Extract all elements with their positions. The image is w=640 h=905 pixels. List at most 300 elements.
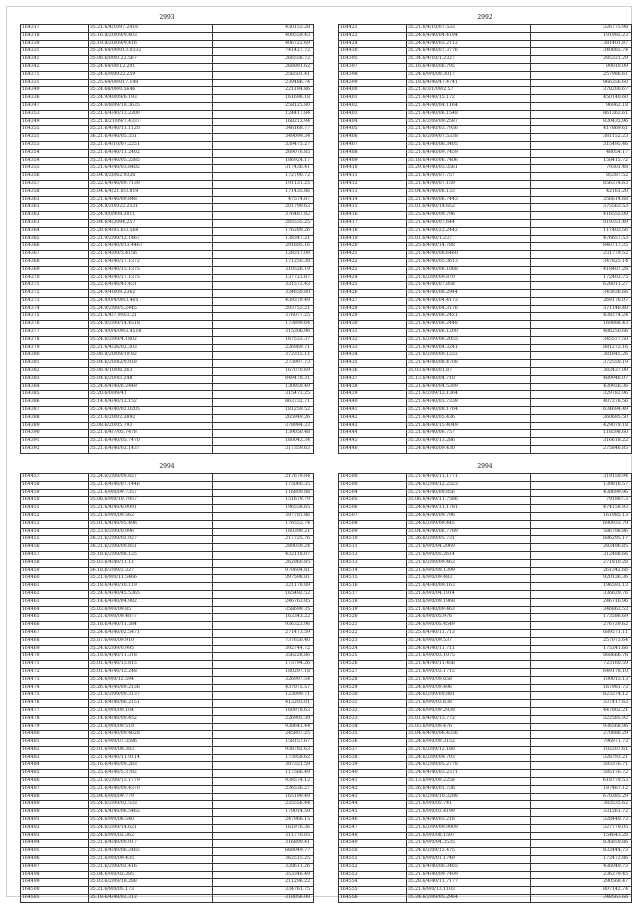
row-id-cell: 164362 bbox=[21, 212, 89, 220]
row-code-cell: 35.24.6/9/0/09.3152 bbox=[406, 739, 530, 747]
row-id-cell: 164467 bbox=[21, 629, 89, 637]
row-code-cell: 35.24.68/09/0.5646 bbox=[88, 87, 212, 95]
row-code-cell: 35.16.6/4/40/09.283 bbox=[88, 762, 212, 770]
row-amount-cell: 861362.61 bbox=[531, 110, 632, 118]
table-row bbox=[21, 102, 314, 110]
row-code-cell: 35.07.6/9/0/09.910 bbox=[88, 637, 212, 645]
row-amount-cell: 437075.57 bbox=[213, 684, 314, 692]
row-amount-cell: 334650.80 bbox=[213, 290, 314, 298]
row-code-cell: 35.25.6/4/40/09.796 bbox=[406, 212, 530, 220]
row-id-cell: 164542 bbox=[339, 785, 407, 793]
row-amount-cell: 315306.96 bbox=[213, 329, 314, 337]
row-id-cell: 164424 bbox=[339, 40, 407, 48]
row-code-cell: 35.04.6/20/42/9.918 bbox=[88, 360, 212, 368]
row-id-cell: 164446 bbox=[339, 446, 407, 454]
row-code-cell: 35.21.6/4/10/07.2251 bbox=[88, 141, 212, 149]
table-row bbox=[21, 567, 314, 575]
table-row bbox=[21, 266, 314, 274]
row-code-cell: 35.21.6/4/40/13.1375 bbox=[88, 266, 212, 274]
row-amount-cell: 618779.53 bbox=[531, 778, 632, 786]
row-amount-cell: 375563.53 bbox=[531, 204, 632, 212]
table-row bbox=[339, 235, 632, 243]
row-code-cell: 35.21.6/4/40/15.172 bbox=[406, 95, 530, 103]
row-amount-cell: 256501.41 bbox=[213, 71, 314, 79]
row-id-cell: 164485 bbox=[21, 770, 89, 778]
row-id-cell: 164539 bbox=[339, 762, 407, 770]
row-amount-cell: 163343.22 bbox=[213, 614, 314, 622]
row-amount-cell: 270886.29 bbox=[531, 731, 632, 739]
row-id-cell: 164347 bbox=[21, 102, 89, 110]
table-row bbox=[339, 368, 632, 376]
row-amount-cell: 271810.28 bbox=[531, 559, 632, 567]
table-row bbox=[21, 25, 314, 33]
row-id-cell: 164461 bbox=[21, 583, 89, 591]
row-code-cell: 35.21.6/4/40/05.3613 bbox=[406, 258, 530, 266]
table-row bbox=[21, 149, 314, 157]
table-row bbox=[21, 227, 314, 235]
row-id-cell: 164366 bbox=[21, 243, 89, 251]
row-id-cell: 164378 bbox=[21, 336, 89, 344]
row-id-cell: 164545 bbox=[339, 809, 407, 817]
table-row bbox=[21, 399, 314, 407]
row-id-cell: 164480 bbox=[21, 731, 89, 739]
row-code-cell: 35.21.6/4/40/09.163 bbox=[406, 583, 530, 591]
row-code-cell: 35.21.6/4/40/05.2385 bbox=[88, 157, 212, 165]
quadrant-bottom-left bbox=[20, 463, 314, 903]
table-row bbox=[21, 40, 314, 48]
row-amount-cell: 96962.18 bbox=[531, 102, 632, 110]
row-amount-cell: 139050.48 bbox=[213, 430, 314, 438]
row-code-cell: 35.24.6/4/40/6.2449 bbox=[88, 383, 212, 391]
table-row bbox=[339, 497, 632, 505]
table-row bbox=[21, 63, 314, 71]
row-code-cell: 35.21.6/4/09/5.4156 bbox=[88, 251, 212, 259]
row-id-cell: 164537 bbox=[339, 746, 407, 754]
table-row bbox=[339, 746, 632, 754]
row-code-cell: 35.24.6/2/09/12.475 bbox=[406, 848, 530, 856]
row-code-cell: 35.24.6/2/09/0.995 bbox=[88, 645, 212, 653]
row-amount-cell: 407276.56 bbox=[531, 399, 632, 407]
row-amount-cell: 331261.72 bbox=[531, 809, 632, 817]
row-amount-cell: 180297.18 bbox=[213, 668, 314, 676]
row-code-cell: 35.21.6/2/09/12.1364 bbox=[406, 391, 530, 399]
section-title: 2993 bbox=[159, 14, 175, 21]
row-id-cell: 164544 bbox=[339, 801, 407, 809]
row-code-cell: 35.24.6/4/40/02.0205 bbox=[88, 407, 212, 415]
table-row bbox=[339, 739, 632, 747]
table-row bbox=[339, 32, 632, 40]
row-code-cell: 35.24.6/2/09/05.2964 bbox=[406, 895, 530, 903]
table-row bbox=[21, 863, 314, 871]
row-amount-cell: 276739.62 bbox=[531, 622, 632, 630]
row-id-cell: 164479 bbox=[21, 723, 89, 731]
row-code-cell: 35.21.6/20/02.3892 bbox=[88, 414, 212, 422]
table-row bbox=[339, 25, 632, 33]
row-code-cell: 35.18.6/4/40/06.7406 bbox=[406, 157, 530, 165]
row-amount-cell: 118598.60 bbox=[531, 430, 632, 438]
row-amount-cell: 246763.85 bbox=[213, 598, 314, 606]
table-row bbox=[21, 770, 314, 778]
table-row bbox=[21, 489, 314, 497]
row-id-cell: 164389 bbox=[21, 422, 89, 430]
row-code-cell: 35.24.6/4/40/11.711 bbox=[406, 645, 530, 653]
row-id-cell: 164370 bbox=[21, 274, 89, 282]
row-code-cell: 35.04.6/4/40/06.7789 bbox=[406, 528, 530, 536]
row-id-cell: 164400 bbox=[339, 87, 407, 95]
row-code-cell: 35.21.6/9/0/08.1597 bbox=[406, 832, 530, 840]
row-code-cell: 35.16.8/20/09/9.403 bbox=[88, 32, 212, 40]
table-row bbox=[339, 606, 632, 614]
table-row bbox=[21, 414, 314, 422]
row-code-cell: 35.21.6/2/09/10.3298 bbox=[406, 793, 530, 801]
table-row bbox=[339, 274, 632, 282]
table-row bbox=[21, 848, 314, 856]
row-code-cell: 35.24.6/9/0/09.2939 bbox=[406, 707, 530, 715]
table-row bbox=[21, 879, 314, 887]
table-row bbox=[339, 762, 632, 770]
row-amount-cell: 486250.66 bbox=[531, 329, 632, 337]
row-id-cell: 164367 bbox=[21, 251, 89, 259]
row-amount-cell: 339475.27 bbox=[213, 141, 314, 149]
row-code-cell: 35.21.6/9/0/05.741 bbox=[406, 801, 530, 809]
table-row bbox=[21, 118, 314, 126]
table-row bbox=[339, 422, 632, 430]
table-row bbox=[21, 723, 314, 731]
row-amount-cell: 938641.44 bbox=[213, 723, 314, 731]
row-amount-cell: 175341.66 bbox=[531, 645, 632, 653]
table-row bbox=[339, 329, 632, 337]
row-id-cell: 164365 bbox=[21, 235, 89, 243]
table-row bbox=[339, 282, 632, 290]
table-row bbox=[339, 48, 632, 56]
row-id-cell: 164405 bbox=[339, 126, 407, 134]
row-code-cell: 35.24.9/2/09/14.4518 bbox=[88, 321, 212, 329]
row-id-cell: 164351 bbox=[21, 134, 89, 142]
row-amount-cell: 360695.50 bbox=[531, 414, 632, 422]
row-amount-cell: 191992.23 bbox=[531, 32, 632, 40]
row-id-cell: 164409 bbox=[339, 157, 407, 165]
row-id-cell: 164357 bbox=[21, 180, 89, 188]
table-row bbox=[21, 165, 314, 173]
row-amount-cell: 429079.18 bbox=[531, 422, 632, 430]
row-amount-cell: 328449.73 bbox=[531, 817, 632, 825]
table-row bbox=[21, 474, 314, 482]
section-title: 2994 bbox=[159, 463, 175, 470]
table-row bbox=[21, 598, 314, 606]
row-code-cell: 35.21.8/21/09/7.4337 bbox=[88, 118, 212, 126]
table-row bbox=[21, 754, 314, 762]
row-amount-cell: 378984.33 bbox=[213, 422, 314, 430]
row-id-cell: 164493 bbox=[21, 832, 89, 840]
row-amount-cell: 649178.10 bbox=[531, 668, 632, 676]
row-id-cell: 164529 bbox=[339, 684, 407, 692]
row-id-cell: 164457 bbox=[21, 474, 89, 482]
row-amount-cell: 171250.38 bbox=[213, 258, 314, 266]
row-code-cell: 35.03.6/9/0/09.85 bbox=[88, 606, 212, 614]
row-code-cell: 35.18.6/2/09/08.125 bbox=[88, 551, 212, 559]
row-amount-cell: 349099.34 bbox=[213, 134, 314, 142]
row-amount-cell: 312488.66 bbox=[531, 551, 632, 559]
table-row bbox=[21, 606, 314, 614]
table-row bbox=[339, 63, 632, 71]
row-amount-cell: 317359.63 bbox=[213, 446, 314, 454]
row-amount-cell: 346168.77 bbox=[213, 126, 314, 134]
table-row bbox=[21, 407, 314, 415]
row-amount-cell: 919351.49 bbox=[531, 219, 632, 227]
row-code-cell: 35.21.6/9/0/13.1103 bbox=[406, 887, 530, 895]
table-row bbox=[339, 879, 632, 887]
table-row bbox=[21, 383, 314, 391]
row-code-cell: 35.21.6/4/40/04.5399 bbox=[406, 383, 530, 391]
row-amount-cell: 258125.80 bbox=[213, 102, 314, 110]
row-code-cell: 35.01.6/4/40/13.772 bbox=[406, 715, 530, 723]
row-id-cell: 164411 bbox=[339, 173, 407, 181]
row-amount-cell: 239486.74 bbox=[213, 79, 314, 87]
table-row bbox=[21, 871, 314, 879]
row-amount-cell: 179014.50 bbox=[213, 809, 314, 817]
row-code-cell: 35.21.6/4/40/03.7936 bbox=[406, 126, 530, 134]
row-id-cell: 164423 bbox=[339, 32, 407, 40]
row-id-cell: 164523 bbox=[339, 637, 407, 645]
row-id-cell: 164490 bbox=[21, 809, 89, 817]
table-row bbox=[21, 668, 314, 676]
row-id-cell: 164519 bbox=[339, 606, 407, 614]
row-amount-cell: 79301.48 bbox=[531, 165, 632, 173]
row-id-cell: 164454 bbox=[21, 528, 89, 536]
row-id-cell: 164381 bbox=[21, 360, 89, 368]
row-code-cell: 35.04.6/4/40/06.133 bbox=[406, 188, 530, 196]
row-code-cell: 35.21.6/4/40/013.4467 bbox=[88, 243, 212, 251]
row-code-cell: 35.24.6/2/09/09.827 bbox=[88, 474, 212, 482]
row-amount-cell: 187467.12 bbox=[531, 785, 632, 793]
row-amount-cell: 372550.19 bbox=[531, 360, 632, 368]
table-row bbox=[21, 321, 314, 329]
row-amount-cell: 413203.01 bbox=[213, 700, 314, 708]
row-amount-cell: 169888.43 bbox=[531, 321, 632, 329]
table-row bbox=[339, 700, 632, 708]
row-amount-cell: 85387.52 bbox=[531, 173, 632, 181]
row-code-cell: 35.21.6/4/40/09.4628 bbox=[88, 731, 212, 739]
row-id-cell: 164373 bbox=[21, 297, 89, 305]
row-code-cell: 35.21.6/4/40/6.9991 bbox=[88, 505, 212, 513]
row-id-cell: 164495 bbox=[21, 848, 89, 856]
row-id-cell: 164433 bbox=[339, 344, 407, 352]
quadrant-top-left bbox=[20, 14, 314, 454]
table-row bbox=[21, 313, 314, 321]
row-amount-cell: 868666.76 bbox=[531, 653, 632, 661]
row-amount-cell: 406722.69 bbox=[213, 40, 314, 48]
row-amount-cell: 176289.26 bbox=[213, 227, 314, 235]
row-amount-cell: 311770.05 bbox=[213, 832, 314, 840]
table-row bbox=[21, 329, 314, 337]
row-code-cell: 35.21.6/4/40/06.2421 bbox=[406, 313, 530, 321]
row-code-cell: 35.24.6/4/40/11.1781 bbox=[406, 505, 530, 513]
table-row bbox=[21, 204, 314, 212]
table-row bbox=[21, 629, 314, 637]
row-code-cell: 35.21.6/4/40/07.1446 bbox=[88, 481, 212, 489]
row-amount-cell: 796971.73 bbox=[531, 739, 632, 747]
row-id-cell: 164468 bbox=[21, 637, 89, 645]
row-amount-cell: 450140.60 bbox=[531, 95, 632, 103]
row-code-cell: 35.25.6/4/40/11.713 bbox=[406, 629, 530, 637]
table-row bbox=[339, 157, 632, 165]
row-amount-cell: 217679.84 bbox=[213, 474, 314, 482]
row-id-cell: 164554 bbox=[339, 879, 407, 887]
table-row bbox=[21, 422, 314, 430]
row-code-cell: 35.21.6/4/40/09.463 bbox=[406, 606, 530, 614]
table-row bbox=[21, 173, 314, 181]
row-id-cell: 164391 bbox=[21, 438, 89, 446]
data-table bbox=[338, 473, 632, 903]
table-row bbox=[21, 258, 314, 266]
table-row bbox=[339, 204, 632, 212]
row-id-cell: 164436 bbox=[339, 368, 407, 376]
row-id-cell: 164508 bbox=[339, 520, 407, 528]
row-code-cell: 35.21.6/4/40/06.7443 bbox=[406, 196, 530, 204]
row-amount-cell: 293752.21 bbox=[213, 305, 314, 313]
row-code-cell: 35.21.6/4/40/11.1120 bbox=[88, 126, 212, 134]
row-code-cell: 35.24.6/4/40/04.4194 bbox=[406, 32, 530, 40]
row-id-cell: 164517 bbox=[339, 590, 407, 598]
row-code-cell: 35.21.6/4/40/09.7459 bbox=[406, 149, 530, 157]
row-id-cell: 164406 bbox=[339, 134, 407, 142]
row-id-cell: 164355 bbox=[21, 126, 89, 134]
row-code-cell: 35.28.6/4/40/11.7177 bbox=[406, 879, 530, 887]
table-row bbox=[339, 629, 632, 637]
row-code-cell: 35.21.6/4/40/02.1437 bbox=[88, 446, 212, 454]
row-code-cell: 35.21.6/4/40/08.4708 bbox=[406, 360, 530, 368]
table-row bbox=[21, 126, 314, 134]
row-code-cell: 35.21.6/2/09/09.463 bbox=[406, 559, 530, 567]
table-row bbox=[339, 391, 632, 399]
row-id-cell: 164432 bbox=[339, 336, 407, 344]
table-row bbox=[21, 676, 314, 684]
table-row bbox=[339, 824, 632, 832]
row-code-cell: 35.24.6/4/40/09.430 bbox=[406, 446, 530, 454]
row-id-cell: 164543 bbox=[339, 793, 407, 801]
row-code-cell: 35.21.6/4/40/07.757 bbox=[406, 173, 530, 181]
row-code-cell: 35.20.6/4/40/13.286 bbox=[406, 438, 530, 446]
table-row bbox=[339, 188, 632, 196]
row-amount-cell: 273997.73 bbox=[213, 360, 314, 368]
row-code-cell: 35.04.6/4/2094.257 bbox=[88, 219, 212, 227]
row-amount-cell: 476657.53 bbox=[531, 235, 632, 243]
row-code-cell: 35.24.6/4/40/07.3776 bbox=[406, 48, 530, 56]
table-row bbox=[339, 512, 632, 520]
row-amount-cell: 489946.07 bbox=[531, 375, 632, 383]
row-amount-cell: 168213.94 bbox=[213, 118, 314, 126]
row-id-cell: 164425 bbox=[339, 282, 407, 290]
row-amount-cell: 167533.37 bbox=[213, 336, 314, 344]
row-id-cell: 164526 bbox=[339, 661, 407, 669]
row-amount-cell: 310526.19 bbox=[213, 266, 314, 274]
row-id-cell: 164364 bbox=[21, 227, 89, 235]
row-code-cell: 35.21.6/2/09/09.3137 bbox=[88, 692, 212, 700]
row-amount-cell: 970604.81 bbox=[213, 567, 314, 575]
row-id-cell: 164481 bbox=[21, 739, 89, 747]
table-row bbox=[339, 438, 632, 446]
table-row bbox=[339, 785, 632, 793]
row-id-cell: 164361 bbox=[21, 204, 89, 212]
row-amount-cell: 48054.17 bbox=[531, 149, 632, 157]
row-code-cell: 35.14.6/4/40/04.982 bbox=[88, 598, 212, 606]
row-code-cell: 35.06.4/10/06.263 bbox=[88, 368, 212, 376]
row-id-cell: 164469 bbox=[21, 645, 89, 653]
row-code-cell: 35.01.6/4/40/12.248 bbox=[88, 668, 212, 676]
row-amount-cell: 165199.49 bbox=[213, 793, 314, 801]
row-id-cell: 164552 bbox=[339, 863, 407, 871]
table-row bbox=[21, 528, 314, 536]
row-amount-cell: 318056.00 bbox=[213, 895, 314, 903]
row-code-cell: 35.24.6/4/40/02.5471 bbox=[88, 629, 212, 637]
row-amount-cell: 807142.74 bbox=[531, 887, 632, 895]
table-row bbox=[21, 219, 314, 227]
row-amount-cell: 836859.86 bbox=[531, 840, 632, 848]
table-row bbox=[339, 559, 632, 567]
row-code-cell: 35.21.6/9/0/05.173 bbox=[88, 887, 212, 895]
table-row bbox=[339, 793, 632, 801]
table-row bbox=[21, 809, 314, 817]
row-amount-cell: 337417.63 bbox=[531, 700, 632, 708]
row-amount-cell: 261342.66 bbox=[531, 567, 632, 575]
row-code-cell: 35.21.6/9/0/09.483 bbox=[406, 575, 530, 583]
row-amount-cell: 356614.68 bbox=[531, 196, 632, 204]
row-id-cell: 164486 bbox=[21, 778, 89, 786]
row-code-cell: 35.16.6/4/40/06.795 bbox=[406, 63, 530, 71]
row-id-cell: 164356 bbox=[21, 173, 89, 181]
table-row bbox=[21, 56, 314, 64]
table-row bbox=[21, 235, 314, 243]
row-id-cell: 164339 bbox=[21, 40, 89, 48]
row-code-cell: 35.21.6/4/40/08.1764 bbox=[406, 407, 530, 415]
row-amount-cell: 316899.41 bbox=[213, 840, 314, 848]
row-id-cell: 164428 bbox=[339, 305, 407, 313]
table-row bbox=[339, 149, 632, 157]
table-row bbox=[339, 661, 632, 669]
row-amount-cell: 936568.96 bbox=[531, 723, 632, 731]
row-id-cell: 164504 bbox=[339, 489, 407, 497]
table-row bbox=[21, 243, 314, 251]
table-row bbox=[21, 590, 314, 598]
row-code-cell: 35.21.6/9/0/03.1715 bbox=[406, 668, 530, 676]
row-id-cell: 164549 bbox=[339, 840, 407, 848]
row-code-cell: 35.24.9/0/4/09/3.405 bbox=[88, 297, 212, 305]
table-row bbox=[339, 344, 632, 352]
table-row bbox=[339, 520, 632, 528]
row-amount-cell: 196593.13 bbox=[531, 583, 632, 591]
row-amount-cell: 418407.28 bbox=[531, 266, 632, 274]
row-id-cell: 164438 bbox=[339, 383, 407, 391]
row-id-cell: 164416 bbox=[339, 212, 407, 220]
row-amount-cell: 416555.09 bbox=[531, 212, 632, 220]
row-code-cell: 35.08.6/20/05.793 bbox=[88, 422, 212, 430]
row-id-cell: 164430 bbox=[339, 321, 407, 329]
row-code-cell: 35.21.6/4/40/06.1068 bbox=[406, 266, 530, 274]
row-id-cell: 164497 bbox=[21, 863, 89, 871]
row-id-cell: 164536 bbox=[339, 739, 407, 747]
row-code-cell: 35.04.6/20/45.248 bbox=[88, 375, 212, 383]
row-amount-cell: 173586.69 bbox=[531, 614, 632, 622]
row-amount-cell: 196558.65 bbox=[213, 505, 314, 513]
row-id-cell: 164528 bbox=[339, 676, 407, 684]
row-id-cell: 164534 bbox=[339, 723, 407, 731]
row-id-cell: 164501 bbox=[21, 895, 89, 903]
row-code-cell: 35.24.6/4/40/03.2112 bbox=[406, 40, 530, 48]
row-code-cell: 35.04.6/4/21.0/3.819 bbox=[88, 188, 212, 196]
row-amount-cell: 336629.76 bbox=[531, 590, 632, 598]
row-id-cell: 164535 bbox=[339, 731, 407, 739]
table-row bbox=[21, 360, 314, 368]
